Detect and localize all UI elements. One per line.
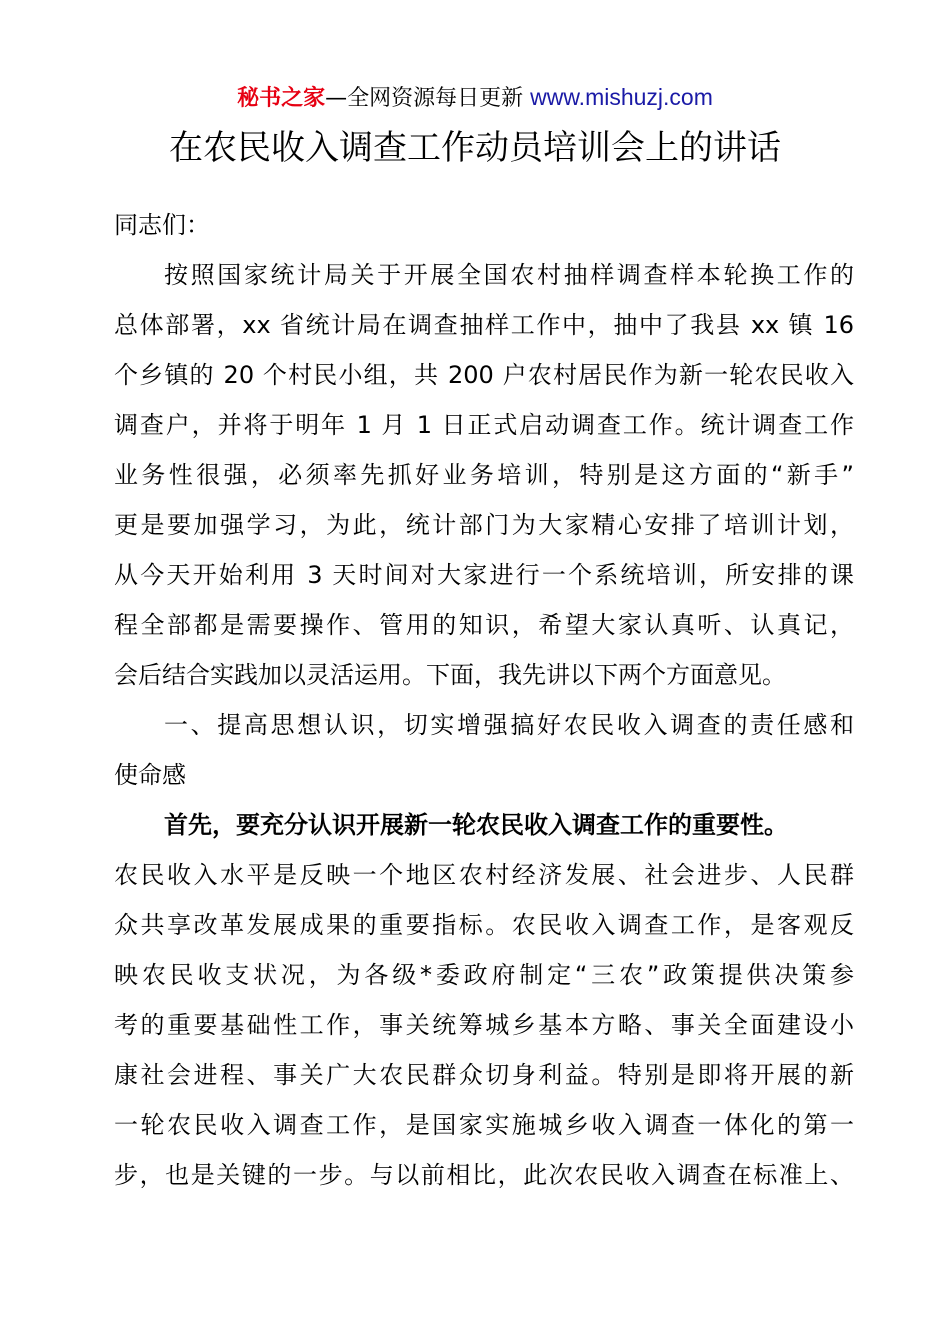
- site-url-link[interactable]: www.mishuzj.com: [530, 84, 713, 110]
- paragraph-line: 更是要加强学习，为此，统计部门为大家精心安排了培训计划，: [114, 511, 854, 539]
- paragraph-line: 程全部都是需要操作、管用的知识，希望大家认真听、认真记，: [114, 611, 854, 639]
- paragraph-line: 个乡镇的 20 个村民小组，共 200 户农村居民作为新一轮农民收入: [114, 361, 854, 389]
- paragraph-line: 步，也是关键的一步。与以前相比，此次农民收入调查在标准上、: [114, 1161, 854, 1189]
- heading-line: 使命感: [114, 761, 186, 789]
- header-tagline: —全网资源每日更新: [325, 86, 531, 111]
- document-title: 在农民收入调查工作动员培训会上的讲话: [169, 128, 781, 168]
- section-heading-1: [114, 700, 854, 800]
- paragraph-line: 农民收入水平是反映一个地区农村经济发展、社会进步、人民群: [114, 861, 854, 889]
- paragraph-lead-sentence: 首先，要充分认识开展新一轮农民收入调查工作的重要性。: [164, 811, 788, 839]
- paragraph-line: 考的重要基础性工作，事关统筹城乡基本方略、事关全面建设小: [114, 1011, 854, 1039]
- salutation-line: 同志们：: [114, 211, 210, 239]
- paragraph-line: 总体部署，xx 省统计局在调查抽样工作中，抽中了我县 xx 镇 16: [114, 311, 854, 339]
- paragraph-line: 映农民收支状况，为各级*委政府制定“三农”政策提供决策参: [114, 961, 854, 989]
- heading-line: 一、提高思想认识，切实增强搞好农民收入调查的责任感和: [164, 711, 854, 739]
- paragraph-line: 一轮农民收入调查工作，是国家实施城乡收入调查一体化的第一: [114, 1111, 854, 1139]
- paragraph-1: [114, 250, 854, 700]
- paragraph-line: 业务性很强，必须率先抓好业务培训，特别是这方面的“新手”: [114, 461, 854, 489]
- brand-name: 秘书之家: [237, 86, 326, 111]
- salutation: [114, 200, 854, 250]
- paragraph-line: 众共享改革发展成果的重要指标。农民收入调查工作，是客观反: [114, 911, 854, 939]
- site-header: [0, 80, 950, 114]
- paragraph-line: 调查户，并将于明年 1 月 1 日正式启动调查工作。统计调查工作: [114, 411, 854, 439]
- paragraph-2: [114, 800, 854, 1200]
- paragraph-line: 按照国家统计局关于开展全国农村抽样调查样本轮换工作的: [164, 261, 854, 289]
- paragraph-line: 从今天开始利用 3 天时间对大家进行一个系统培训，所安排的课: [114, 561, 854, 589]
- document-body: [114, 200, 854, 1200]
- paragraph-line: 康社会进程、事关广大农民群众切身利益。特别是即将开展的新: [114, 1061, 854, 1089]
- paragraph-line: 会后结合实践加以灵活运用。下面，我先讲以下两个方面意见。: [114, 661, 786, 689]
